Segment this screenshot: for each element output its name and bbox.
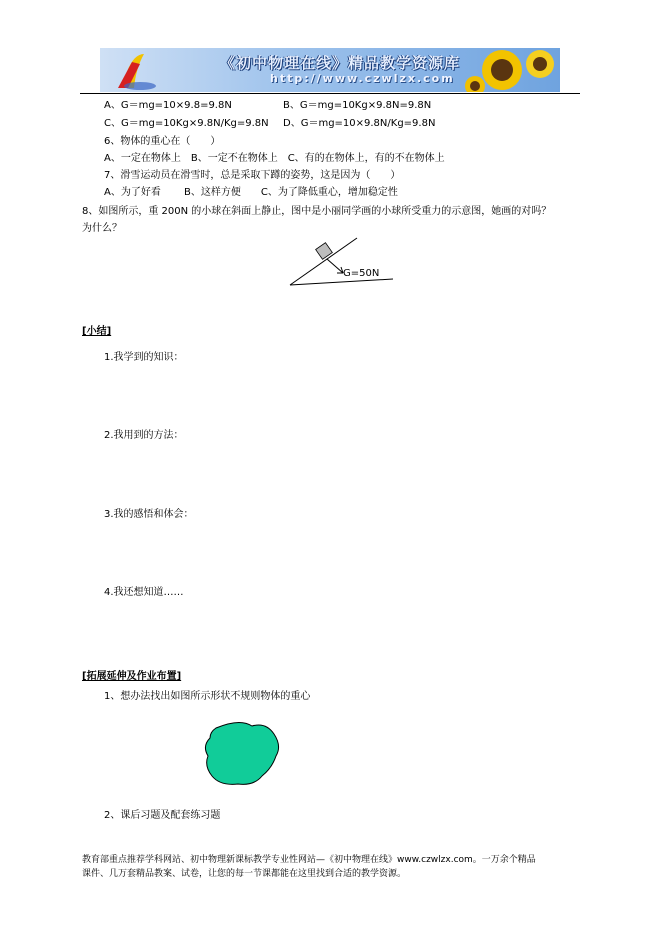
irregular-shape bbox=[205, 722, 278, 784]
extension-item-2: 2、课后习题及配套练习题 bbox=[104, 810, 221, 821]
footer-line-2: 课件、几万套精品教案、试卷，让您的每一节课都能在这里找到合适的教学资源。 bbox=[82, 869, 407, 879]
q7-stem: 7、滑雪运动员在滑雪时，总是采取下蹲的姿势，这是因为（ ） bbox=[104, 170, 401, 181]
q8-stem-line1: 8、如图所示，重 200N 的小球在斜面上静止，图中是小丽同学画的小球所受重力的示意图，她画的对吗？ bbox=[82, 206, 552, 217]
q5-option-c: C、G＝mg=10Kg×9.8N/Kg=9.8N bbox=[104, 118, 269, 129]
summary-item-1: 1.我学到的知识： bbox=[104, 352, 184, 363]
header-banner bbox=[100, 48, 560, 92]
q6-options: A、一定在物体上 B、一定不在物体上 C、有的在物体上，有的不在物体上 bbox=[104, 153, 445, 164]
sunflower-decoration bbox=[465, 50, 554, 92]
q6-stem: 6、物体的重心在（ ） bbox=[104, 136, 221, 147]
q5-option-b: B、G＝mg=10Kg×9.8N=9.8N bbox=[283, 100, 432, 111]
summary-item-3: 3.我的感悟和体会： bbox=[104, 509, 194, 520]
header-divider bbox=[80, 93, 580, 94]
extension-heading: [拓展延伸及作业布置] bbox=[82, 671, 182, 682]
summary-item-2: 2.我用到的方法： bbox=[104, 430, 184, 441]
banner-title: 《初中物理在线》精品教学资源库 bbox=[220, 54, 461, 72]
footer-line-1: 教育部重点推荐学科网站、初中物理新课标教学专业性网站—《初中物理在线》www.czwlzx.com。一万余个精品 bbox=[82, 855, 536, 865]
q7-options: A、为了好看 B、这样方便 C、为了降低重心，增加稳定性 bbox=[104, 187, 398, 198]
extension-item-1: 1、想办法找出如图所示形状不规则物体的重心 bbox=[104, 691, 311, 702]
gravity-label: G=50N bbox=[343, 268, 380, 279]
summary-item-4: 4.我还想知道…… bbox=[104, 587, 184, 598]
q5-option-a: A、G＝mg=10×9.8=9.8N bbox=[104, 100, 232, 111]
gravity-arrow bbox=[327, 259, 343, 273]
summary-heading: [小结] bbox=[82, 326, 112, 337]
incline-diagram bbox=[285, 235, 400, 290]
q8-stem-line2: 为什么？ bbox=[82, 223, 122, 234]
irregular-shape-figure bbox=[200, 720, 290, 790]
logo-icon bbox=[118, 54, 156, 90]
q5-option-d: D、G＝mg=10×9.8N/Kg=9.8N bbox=[283, 118, 436, 129]
banner-url[interactable]: http://www.czwlzx.com bbox=[270, 72, 455, 85]
